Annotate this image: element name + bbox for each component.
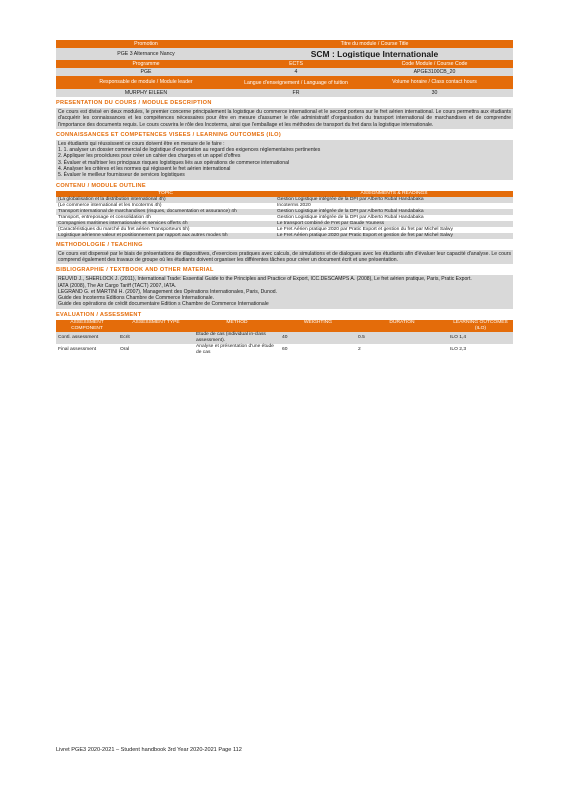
reading-cell: Gestion Logistique intégrée de la DPI par Alberto Rubal Handabaka xyxy=(275,209,513,215)
outcome-item: 5. Évaluer le meilleur fournisseur de services logistiques xyxy=(58,172,185,179)
method-cell: Etude de cas (individual in-class assessment). xyxy=(194,332,280,344)
outline-table xyxy=(56,191,513,239)
component-cell: Contl. assessment xyxy=(56,332,118,344)
method-cell: Analyse et présentation d'une étude de cas xyxy=(196,343,274,355)
bibliography-item: Guide des opérations de crédit documentaire Edition s Chambre de Commerce Internationale xyxy=(58,301,269,308)
syllabus-page xyxy=(56,40,513,356)
content-title: CONTENU / MODULE OUTLINE xyxy=(56,182,146,189)
leader-value: MURPHY EILEEN xyxy=(124,89,168,96)
bibliography-item: IATA (2008), The Air Cargo Tariff (TACT) 2007, IATA. xyxy=(58,282,177,289)
table-row xyxy=(56,233,513,239)
volume-label: Volume horaire / Class contact hours xyxy=(392,79,477,85)
readings-header: ASSIGNMENTS & READINGS xyxy=(275,191,513,197)
weighting-header: WEIGHTING xyxy=(280,320,356,332)
ilo-cell: ILO 2,3 xyxy=(450,346,467,352)
promotion-label: Promotion xyxy=(134,40,158,47)
reading-cell: Gestion Logistique intégrée de la DPI par Alberto Rubal Handabaka xyxy=(275,197,513,203)
programme-label: Programme xyxy=(132,60,160,67)
table-row xyxy=(56,344,513,356)
header-row-1 xyxy=(56,40,513,48)
header-row-2 xyxy=(56,48,513,60)
table-row xyxy=(56,332,513,344)
weighting-cell: 40 xyxy=(280,332,356,344)
outcome-item: 2. Appliquer les procédures pour créer un cahier des charges et un appel d'offres xyxy=(58,153,241,160)
ilo-header: LEARNING OUTCOMES (ILO) xyxy=(448,320,513,332)
topic-cell: (La globalisation et la distribution international 4h) xyxy=(56,197,275,203)
topic-cell: Transport international de marchandises (risques, documentation et assurance) 4h xyxy=(56,209,275,215)
weighting-cell: 60 xyxy=(282,346,288,352)
bibliography-item: LEGRAND G. et MARTINI H. (2007), Management des Opérations Internationales, Paris, Dunod. xyxy=(58,288,278,295)
ects-label: ECTS xyxy=(289,60,303,67)
reading-cell: Incoterms 2020 xyxy=(277,202,311,208)
language-value: FR xyxy=(292,89,300,96)
methodology-paragraph: Ce cours est dispensé par le biais de présentations de diapositives, d'exercices pratiques avec calculs, de simulations et de dialogues avec les étudiants afin d'évaluer leur capacité d'analyse. Le cours comprend également des travaux de groupe où les étudiants doivent organiser les différentes tâches pour créer un document écrit et une présentation. xyxy=(58,250,511,263)
language-label: Langue d'enseignement / Language of tuition xyxy=(244,79,348,86)
ilo-cell: ILO 1,4 xyxy=(448,332,513,344)
presentation-paragraph: Ce cours est divisé en deux modules, le premier concerne principalement la logistique du commerce international et le second portera sur le fret aérien international. Le cours permettra aux étudiants d'acquérir les connaissances et les compétences nécessaires pour être en mesure d'assumer le rôle administratif d'organisation du transport international de marchandises et de comprendre l'importance des documents requis. Le cours couvrira le rôle des Incoterms, ainsi que l'emballage et les méthodes de transport du fret dans la logistique internationale. xyxy=(58,109,511,128)
type-cell: Oral xyxy=(120,346,130,352)
outcomes-box xyxy=(56,140,513,180)
outcome-item: 4. Analyser les critères et les normes qui régissent le fret aérien international xyxy=(58,166,231,173)
methodology-text xyxy=(56,250,513,265)
evaluation-title: EVALUATION / ASSESSMENT xyxy=(56,311,142,318)
presentation-title: PRESENTATION DU COURS / MODULE DESCRIPTION xyxy=(56,100,212,106)
reading-cell: Le Fret Aérien pratique 2020 par Pratic Export et gestion du fret par Michel Salwy xyxy=(277,226,453,232)
responsable-label: Responsable de module / Module leader xyxy=(99,79,193,85)
bibliography-box xyxy=(56,275,513,308)
topic-cell: Logistique aérienne valeur et positionnement par rapport aux autres modes 5h xyxy=(56,233,275,239)
methodology-title: METHODOLOGIE / TEACHING xyxy=(56,241,143,248)
reading-cell: Gestion Logistique intégrée de la DPI par Alberto Rubal Handabaka xyxy=(277,214,424,220)
bibliography-title: BIBLIOGRAPHIE / TEXTBOOK AND OTHER MATERIAL xyxy=(56,267,214,274)
topic-cell: (Le commerce international et les Incoterms 4h) xyxy=(58,202,162,208)
course-title: SCM : Logistique Internationale xyxy=(310,50,439,58)
programme-value: PGE xyxy=(140,68,152,75)
type-cell: Ecrit xyxy=(118,332,194,344)
page-footer: Livret PGE3 2020-2021 – Student handbook 3rd Year 2020-2021 Page 112 xyxy=(56,747,242,753)
presentation-text xyxy=(56,108,513,129)
type-header: ASSESSMENT TYPE xyxy=(118,320,194,332)
duration-header: DURATION xyxy=(356,320,448,332)
outcome-item: 3. Évaluer et maîtriser les principaux risques logistiques liés aux opérations de commerce international xyxy=(58,159,290,166)
reading-cell: Le transport combiné de Fret par Gaude Youness xyxy=(275,221,513,227)
course-code-value: APGE3100CB_20 xyxy=(413,68,456,75)
outcome-item: 1. 1. analyser un dossier commercial de logistique d'exportation au regard des exigences réglementaires pertinentes xyxy=(58,147,321,154)
module-title-label: Titre du module / Course Title xyxy=(340,40,409,47)
reading-cell: Le Fret Aérien pratique 2020 par Pratic Export et gestion de fret par Michel Salwy xyxy=(275,233,513,239)
evaluation-table xyxy=(56,320,513,356)
promotion-value: PGE 3 Alternance Nancy xyxy=(117,50,175,57)
duration-cell: 2 xyxy=(358,346,361,352)
hours-value: 30 xyxy=(431,89,438,96)
outcomes-intro: Les étudiants qui réussissent ce cours doivent être en mesure de le faire : xyxy=(58,140,225,147)
topic-cell: (Caractéristiques du marché du fret aérien Transporteurs 5h) xyxy=(58,226,190,232)
topic-cell: Transport, entreposage et consolidation 4h xyxy=(58,214,151,220)
component-cell: Final assessment xyxy=(58,346,97,352)
topic-cell: Compagnies maritimes internationales et services offerts 4h xyxy=(56,221,275,227)
outcomes-title: CONNAISSANCES ET COMPETENCES VISEES / LEARNING OUTCOMES (ILO) xyxy=(56,131,281,138)
table-row xyxy=(56,227,513,233)
bibliography-item: REUVID J., SHERLOCK J. (2011), International Trade: Essential Guide to the Principles and Practice of Export, ICC.DESCAMPS A. (2008), Le fret aérien pratique, Paris, Pratic Export. xyxy=(58,276,472,283)
method-header: METHOD xyxy=(194,320,280,332)
component-header: ASSESSMENT COMPONENT xyxy=(56,320,118,332)
course-code-label: Code Module / Course Code xyxy=(401,60,468,67)
header-row-3 xyxy=(56,60,513,68)
ects-value: 4 xyxy=(294,68,298,75)
duration-cell: 0.5 xyxy=(356,332,448,344)
header-row-6 xyxy=(56,89,513,97)
bibliography-item: Guide des Incoterms Editions Chambre de Commerce Internationale. xyxy=(58,295,215,302)
header-row-5 xyxy=(56,76,513,89)
header-row-4 xyxy=(56,68,513,76)
topic-header: TOPIC xyxy=(56,191,275,197)
